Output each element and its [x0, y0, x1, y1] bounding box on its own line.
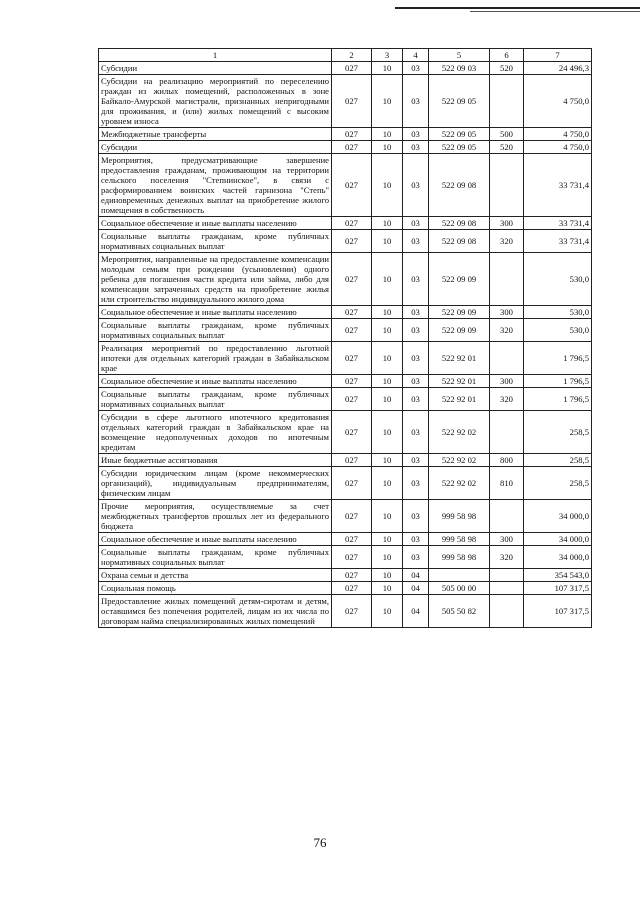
ministry-code: 027 — [332, 217, 372, 230]
table-row — [99, 342, 592, 375]
section-code: 10 — [372, 467, 403, 500]
amount: 1 796,5 — [524, 388, 592, 411]
expense-type-code — [490, 569, 524, 582]
table-row — [99, 253, 592, 306]
page-number: 76 — [313, 835, 327, 850]
row-name: Субсидии юридическим лицам (кроме некоммерческих организаций), индивидуальным предпринимателям, физическим лицам — [99, 467, 332, 500]
table-row — [99, 546, 592, 569]
expense-type-code: 810 — [490, 467, 524, 500]
row-name: Социальное обеспечение и иные выплаты населению — [99, 306, 332, 319]
table-row — [99, 388, 592, 411]
table-row — [99, 454, 592, 467]
section-code: 10 — [372, 154, 403, 217]
table-row — [99, 128, 592, 141]
expense-type-code — [490, 411, 524, 454]
row-name: Иные бюджетные ассигнования — [99, 454, 332, 467]
target-article-code: 522 09 03 — [429, 62, 490, 75]
column-header: 1 — [99, 49, 332, 62]
subsection-code: 03 — [403, 253, 429, 306]
column-header: 4 — [403, 49, 429, 62]
amount: 107 317,5 — [524, 582, 592, 595]
expense-type-code — [490, 154, 524, 217]
expense-type-code: 320 — [490, 388, 524, 411]
row-name: Субсидии — [99, 141, 332, 154]
row-name: Субсидии на реализацию мероприятий по переселению граждан из жилых помещений, расположенных в зоне Байкало-Амурской магистрали, признанных непригодными для проживания, и (или) жилых помещений с высоким уровнем износа — [99, 75, 332, 128]
table-row — [99, 533, 592, 546]
section-code: 10 — [372, 217, 403, 230]
expense-type-code: 300 — [490, 375, 524, 388]
expense-type-code: 320 — [490, 230, 524, 253]
expense-type-code: 320 — [490, 319, 524, 342]
section-code: 10 — [372, 141, 403, 154]
expense-type-code: 500 — [490, 128, 524, 141]
budget-table — [98, 48, 592, 628]
subsection-code: 04 — [403, 595, 429, 628]
expense-type-code — [490, 500, 524, 533]
target-article-code: 522 09 09 — [429, 306, 490, 319]
expense-type-code — [490, 253, 524, 306]
table-row — [99, 141, 592, 154]
ministry-code: 027 — [332, 141, 372, 154]
section-code: 10 — [372, 582, 403, 595]
expense-type-code — [490, 75, 524, 128]
target-article-code: 522 09 08 — [429, 154, 490, 217]
row-name: Социальные выплаты гражданам, кроме публичных нормативных социальных выплат — [99, 230, 332, 253]
ministry-code: 027 — [332, 388, 372, 411]
expense-type-code — [490, 595, 524, 628]
amount: 4 750,0 — [524, 141, 592, 154]
ministry-code: 027 — [332, 319, 372, 342]
target-article-code: 522 92 01 — [429, 342, 490, 375]
table-row — [99, 595, 592, 628]
column-header: 3 — [372, 49, 403, 62]
ministry-code: 027 — [332, 306, 372, 319]
subsection-code: 04 — [403, 582, 429, 595]
section-code: 10 — [372, 388, 403, 411]
subsection-code: 03 — [403, 375, 429, 388]
table-row — [99, 217, 592, 230]
row-name: Социальные выплаты гражданам, кроме публичных нормативных социальных выплат — [99, 319, 332, 342]
subsection-code: 03 — [403, 217, 429, 230]
table-body — [99, 62, 592, 628]
ministry-code: 027 — [332, 253, 372, 306]
amount: 530,0 — [524, 306, 592, 319]
section-code: 10 — [372, 75, 403, 128]
expense-type-code: 320 — [490, 546, 524, 569]
table-header-row — [99, 49, 592, 62]
amount: 34 000,0 — [524, 533, 592, 546]
amount: 33 731,4 — [524, 217, 592, 230]
target-article-code: 522 09 08 — [429, 217, 490, 230]
subsection-code: 03 — [403, 500, 429, 533]
ministry-code: 027 — [332, 128, 372, 141]
section-code: 10 — [372, 500, 403, 533]
amount: 258,5 — [524, 467, 592, 500]
ministry-code: 027 — [332, 569, 372, 582]
subsection-code: 03 — [403, 128, 429, 141]
ministry-code: 027 — [332, 154, 372, 217]
amount: 33 731,4 — [524, 230, 592, 253]
table-row — [99, 411, 592, 454]
table-row — [99, 319, 592, 342]
row-name: Реализация мероприятий по предоставлению льготной ипотеки для отдельных категорий граждан в Забайкальском крае — [99, 342, 332, 375]
target-article-code: 505 00 00 — [429, 582, 490, 595]
subsection-code: 04 — [403, 569, 429, 582]
amount: 24 496,3 — [524, 62, 592, 75]
expense-type-code: 300 — [490, 533, 524, 546]
subsection-code: 03 — [403, 141, 429, 154]
row-name: Социальная помощь — [99, 582, 332, 595]
table-row — [99, 75, 592, 128]
ministry-code: 027 — [332, 533, 372, 546]
table-row — [99, 467, 592, 500]
row-name: Мероприятия, предусматривающие завершение предоставления гражданам, проживающим на территории сельского поселения "Степнинское", в связи с расформированием воинских частей гарнизона "Степь" единовременных денежных выплат на приобретение жилого помещения в собственность — [99, 154, 332, 217]
ministry-code: 027 — [332, 75, 372, 128]
row-name: Субсидии в сфере льготного ипотечного кредитования отдельных категорий граждан в Забайкальском крае на возмещение недополученных доходов по ипотечным кредитам — [99, 411, 332, 454]
expense-type-code — [490, 582, 524, 595]
column-header: 7 — [524, 49, 592, 62]
section-code: 10 — [372, 128, 403, 141]
table-row — [99, 230, 592, 253]
ministry-code: 027 — [332, 62, 372, 75]
row-name: Субсидии — [99, 62, 332, 75]
amount: 34 000,0 — [524, 546, 592, 569]
section-code: 10 — [372, 306, 403, 319]
amount: 354 543,0 — [524, 569, 592, 582]
row-name: Социальное обеспечение и иные выплаты населению — [99, 533, 332, 546]
table-row — [99, 582, 592, 595]
amount: 33 731,4 — [524, 154, 592, 217]
column-header: 5 — [429, 49, 490, 62]
row-name: Социальное обеспечение и иные выплаты населению — [99, 217, 332, 230]
expense-type-code: 300 — [490, 306, 524, 319]
table-row — [99, 154, 592, 217]
subsection-code: 03 — [403, 230, 429, 253]
section-code: 10 — [372, 533, 403, 546]
section-code: 10 — [372, 454, 403, 467]
ministry-code: 027 — [332, 500, 372, 533]
table-row — [99, 569, 592, 582]
row-name: Социальное обеспечение и иные выплаты населению — [99, 375, 332, 388]
section-code: 10 — [372, 319, 403, 342]
target-article-code: 522 92 02 — [429, 467, 490, 500]
table-row — [99, 62, 592, 75]
section-code: 10 — [372, 546, 403, 569]
amount: 4 750,0 — [524, 128, 592, 141]
target-article-code: 522 92 02 — [429, 411, 490, 454]
section-code: 10 — [372, 62, 403, 75]
table-row — [99, 306, 592, 319]
ministry-code: 027 — [332, 467, 372, 500]
target-article-code: 522 92 02 — [429, 454, 490, 467]
amount: 530,0 — [524, 253, 592, 306]
amount: 1 796,5 — [524, 375, 592, 388]
target-article-code: 522 92 01 — [429, 388, 490, 411]
target-article-code — [429, 569, 490, 582]
subsection-code: 03 — [403, 411, 429, 454]
target-article-code: 522 92 01 — [429, 375, 490, 388]
subsection-code: 03 — [403, 467, 429, 500]
ministry-code: 027 — [332, 582, 372, 595]
subsection-code: 03 — [403, 533, 429, 546]
column-header: 6 — [490, 49, 524, 62]
amount: 258,5 — [524, 454, 592, 467]
section-code: 10 — [372, 375, 403, 388]
column-header: 2 — [332, 49, 372, 62]
target-article-code: 999 58 98 — [429, 500, 490, 533]
subsection-code: 03 — [403, 546, 429, 569]
subsection-code: 03 — [403, 62, 429, 75]
expense-type-code: 520 — [490, 62, 524, 75]
row-name: Межбюджетные трансферты — [99, 128, 332, 141]
row-name: Охрана семьи и детства — [99, 569, 332, 582]
target-article-code: 999 58 98 — [429, 533, 490, 546]
target-article-code: 999 58 98 — [429, 546, 490, 569]
subsection-code: 03 — [403, 75, 429, 128]
ministry-code: 027 — [332, 411, 372, 454]
amount: 530,0 — [524, 319, 592, 342]
section-code: 10 — [372, 595, 403, 628]
subsection-code: 03 — [403, 454, 429, 467]
row-name: Социальные выплаты гражданам, кроме публичных нормативных социальных выплат — [99, 388, 332, 411]
target-article-code: 522 09 09 — [429, 319, 490, 342]
expense-type-code — [490, 342, 524, 375]
table-row — [99, 500, 592, 533]
section-code: 10 — [372, 342, 403, 375]
subsection-code: 03 — [403, 388, 429, 411]
section-code: 10 — [372, 411, 403, 454]
section-code: 10 — [372, 230, 403, 253]
expense-type-code: 300 — [490, 217, 524, 230]
subsection-code: 03 — [403, 319, 429, 342]
target-article-code: 522 09 05 — [429, 128, 490, 141]
ministry-code: 027 — [332, 546, 372, 569]
ministry-code: 027 — [332, 230, 372, 253]
target-article-code: 522 09 09 — [429, 253, 490, 306]
target-article-code: 522 09 05 — [429, 141, 490, 154]
ministry-code: 027 — [332, 375, 372, 388]
amount: 1 796,5 — [524, 342, 592, 375]
ministry-code: 027 — [332, 595, 372, 628]
section-code: 10 — [372, 569, 403, 582]
subsection-code: 03 — [403, 154, 429, 217]
row-name: Предоставление жилых помещений детям-сиротам и детям, оставшимся без попечения родителей, лицам из их числа по договорам найма специализированных жилых помещений — [99, 595, 332, 628]
subsection-code: 03 — [403, 342, 429, 375]
target-article-code: 505 50 82 — [429, 595, 490, 628]
top-rule-secondary — [470, 11, 640, 12]
top-rule — [395, 7, 640, 9]
target-article-code: 522 09 05 — [429, 75, 490, 128]
row-name: Социальные выплаты гражданам, кроме публичных нормативных социальных выплат — [99, 546, 332, 569]
amount: 4 750,0 — [524, 75, 592, 128]
row-name: Мероприятия, направленные на предоставление компенсации молодым семьям при рождении (усыновлении) одного ребенка для погашения части кредита или займа, либо для компенсации затраченных средств на приобретение жилья или строительство индивидуального жилого дома — [99, 253, 332, 306]
subsection-code: 03 — [403, 306, 429, 319]
target-article-code: 522 09 08 — [429, 230, 490, 253]
ministry-code: 027 — [332, 342, 372, 375]
row-name: Прочие мероприятия, осуществляемые за счет межбюджетных трансфертов прошлых лет из федерального бюджета — [99, 500, 332, 533]
expense-type-code: 800 — [490, 454, 524, 467]
amount: 34 000,0 — [524, 500, 592, 533]
amount: 258,5 — [524, 411, 592, 454]
table-row — [99, 375, 592, 388]
expense-type-code: 520 — [490, 141, 524, 154]
section-code: 10 — [372, 253, 403, 306]
ministry-code: 027 — [332, 454, 372, 467]
amount: 107 317,5 — [524, 595, 592, 628]
